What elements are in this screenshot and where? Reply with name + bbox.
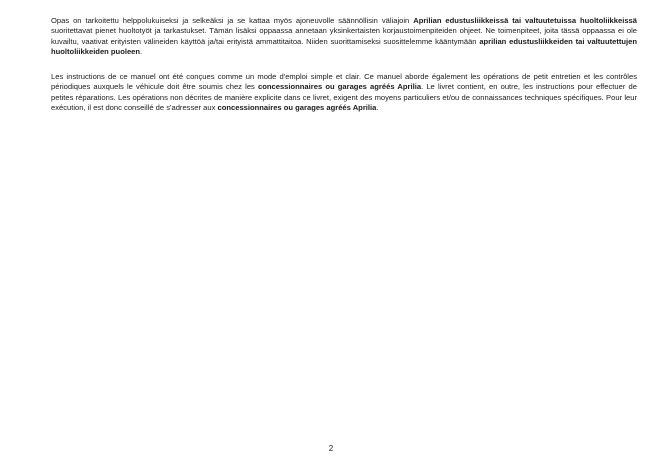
paragraph-finnish — [51, 16, 637, 57]
paragraph-french-text-1: Les instructions de ce manuel ont été conçues comme un mode d'emploi simple et clair. Ce manuel aborde également les opérations de petit entretien et les contrôles périodiques auxquels le véhicule doit être soumis chez les — [51, 72, 637, 92]
paragraph-french-text-3: . — [376, 102, 379, 112]
paragraph-finnish-text-2: suoritettavat pienet huoltotyöt ja tarkastukset. Tämän lisäksi oppaassa annetaan yksinkertaisten korjaustoimenpiteiden ohjeet. Ne toimenpiteet, joita tässä oppaassa ei ole kuvailtu, vaativat erityisten välineiden käyttöä ja/tai erityistä ammattitaitoa. Niiden suorittamiseksi suosittelemme kääntymään — [51, 26, 637, 46]
paragraph-finnish-bold-dealers: Aprilian edustusliikkeissä tai valtuutetuissa huoltoliikkeissä — [413, 16, 637, 25]
paragraph-finnish-bold-service: aprilian edustusliikkeiden tai valtuutettujen huoltoliikkeiden puoleen — [51, 36, 637, 56]
paragraph-french — [51, 72, 637, 113]
paragraph-french-text-2: . Le livret contient, en outre, les instructions pour effectuer de petites réparations. Les opérations non décrites de manière explicite dans ce livret, exigent des moyens particuliers et/ou de connaissances techniques spécifiques. Pour leur exécution, il est donc conseillé de s'adresser aux — [51, 82, 637, 112]
paragraph-finnish-text-1: Opas on tarkoitettu helppolukuiseksi ja selkeäksi ja se kattaa myös ajoneuvolle säännöllisin väliajoin — [51, 16, 414, 25]
page-number: 2 — [328, 444, 334, 453]
paragraph-french-bold-dealers: concessionnaires ou garages agréés Aprilia — [258, 82, 422, 92]
paragraph-finnish-text-3: . — [140, 46, 143, 56]
paragraph-french-bold-service: concessionnaires ou garages agréés Aprilia — [217, 102, 377, 112]
